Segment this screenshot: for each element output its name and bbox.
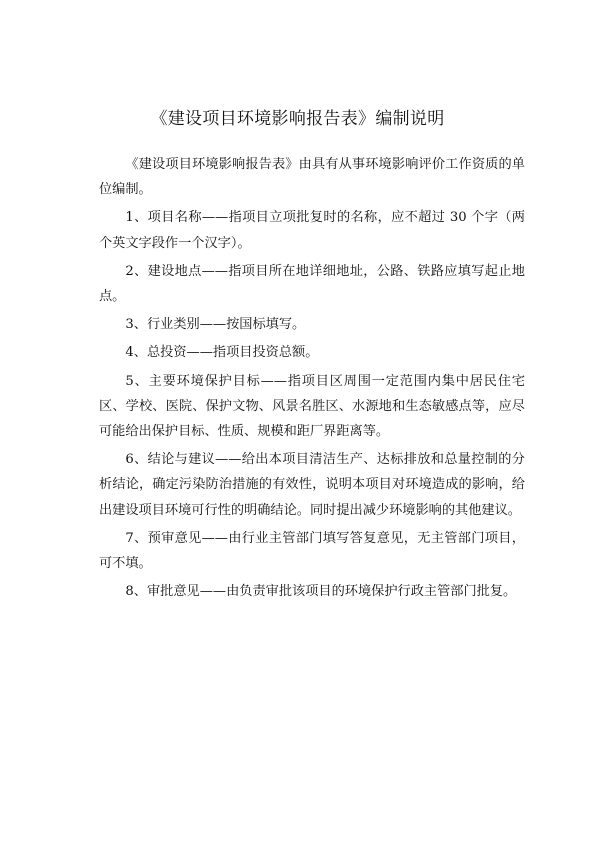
paragraph-item-7-pre-review: 7、预审意见——由行业主管部门填写答复意见，无主管部门项目，可不填。 [99, 530, 525, 572]
paragraph-item-1-project-name: 1、项目名称——指项目立项批复时的名称，应不超过 30 个字（两个英文字段作一个汉字）。 [99, 210, 525, 251]
paragraph-intro: 《建设项目环境影响报告表》由具有从事环境影响评价工作资质的单位编制。 [99, 157, 525, 198]
document-title: 《建设项目环境影响报告表》编制说明 [150, 109, 445, 129]
document-body [99, 152, 525, 607]
paragraph-item-2-location: 2、建设地点——指项目所在地详细地址，公路、铁路应填写起止地点。 [99, 263, 525, 305]
paragraph-item-3-industry-category: 3、行业类别——按国标填写。 [125, 317, 306, 333]
paragraph-item-5-protection-targets: 5、主要环境保护目标——指项目区周围一定范围内集中居民住宅区、学校、医院、保护文物、风景名胜区、水源地和生态敏感点等，应尽可能给出保护目标、性质、规模和距厂界距离等。 [99, 373, 525, 440]
paragraph-item-4-total-investment: 4、总投资——指项目投资总额。 [125, 345, 319, 361]
paragraph-item-8-approval: 8、审批意见——由负责审批该项目的环境保护行政主管部门批复。 [125, 584, 517, 600]
paragraph-item-6-conclusions: 6、结论与建议——给出本项目清洁生产、达标排放和总量控制的分析结论，确定污染防治措施的有效性，说明本项目对环境造成的影响，给出建设项目环境可行性的明确结论。同时提出减少环境影响的其他建议。 [99, 452, 525, 518]
